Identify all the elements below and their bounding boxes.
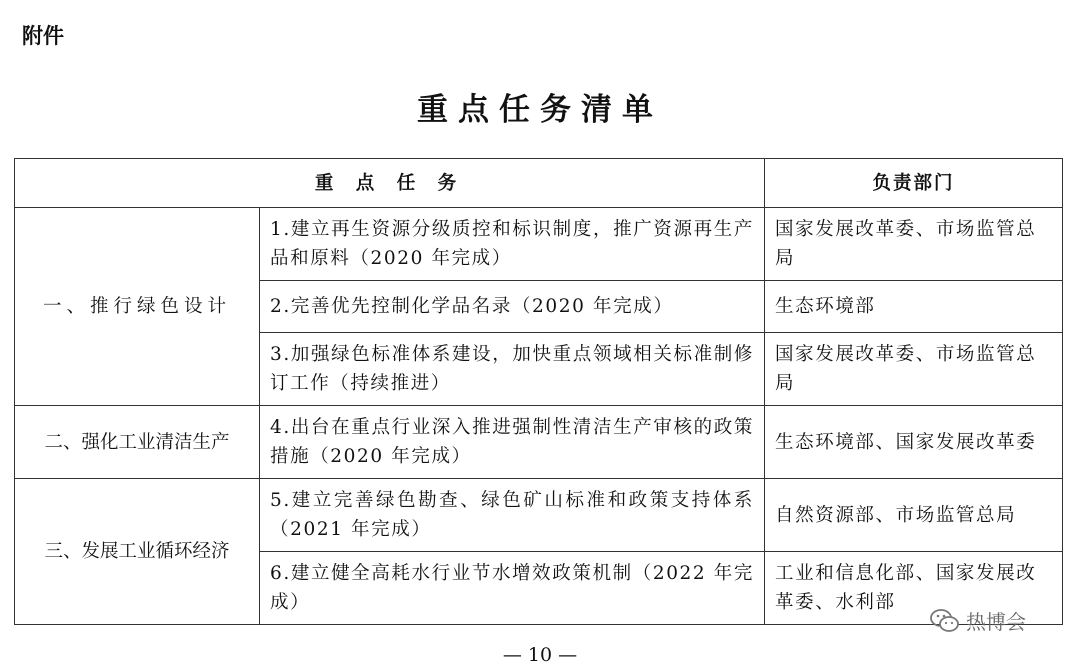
task-table [14,158,1063,625]
category-green-design: 一、推行绿色设计 [15,208,260,406]
task-cell: 4.出台在重点行业深入推进强制性清洁生产审核的政策措施（2020 年完成） [260,406,765,479]
category-clean-production: 二、强化工业清洁生产 [15,406,260,479]
header-key-tasks: 重 点 任 务 [15,159,765,208]
task-cell: 3.加强绿色标准体系建设，加快重点领域相关标准制修订工作（持续推进） [260,333,765,406]
dept-cell: 生态环境部 [765,281,1063,333]
header-responsible-department: 负责部门 [765,159,1063,208]
category-circular-economy: 三、发展工业循环经济 [15,479,260,625]
page-title: 重点任务清单 [417,92,663,128]
dept-cell: 国家发展改革委、市场监管总局 [765,333,1063,406]
page-number: — 10 — [502,644,578,666]
task-cell: 6.建立健全高耗水行业节水增效政策机制（2022 年完成） [260,552,765,625]
watermark [930,606,1026,635]
task-cell: 5.建立完善绿色勘查、绿色矿山标准和政策支持体系（2021 年完成） [260,479,765,552]
dept-cell: 工业和信息化部、国家发展改革委、水利部 [765,552,1063,625]
table-row [15,479,1063,552]
task-cell: 2.完善优先控制化学品名录（2020 年完成） [260,281,765,333]
wechat-icon [930,608,960,634]
dept-cell: 自然资源部、市场监管总局 [765,479,1063,552]
table-header-row [15,159,1063,208]
watermark-text: 热博会 [966,610,1026,634]
table-row [15,406,1063,479]
dept-cell: 国家发展改革委、市场监管总局 [765,208,1063,281]
dept-cell: 生态环境部、国家发展改革委 [765,406,1063,479]
table-row [15,208,1063,281]
attachment-label: 附件 [22,24,64,48]
task-cell: 1.建立再生资源分级质控和标识制度，推广资源再生产品和原料（2020 年完成） [260,208,765,281]
